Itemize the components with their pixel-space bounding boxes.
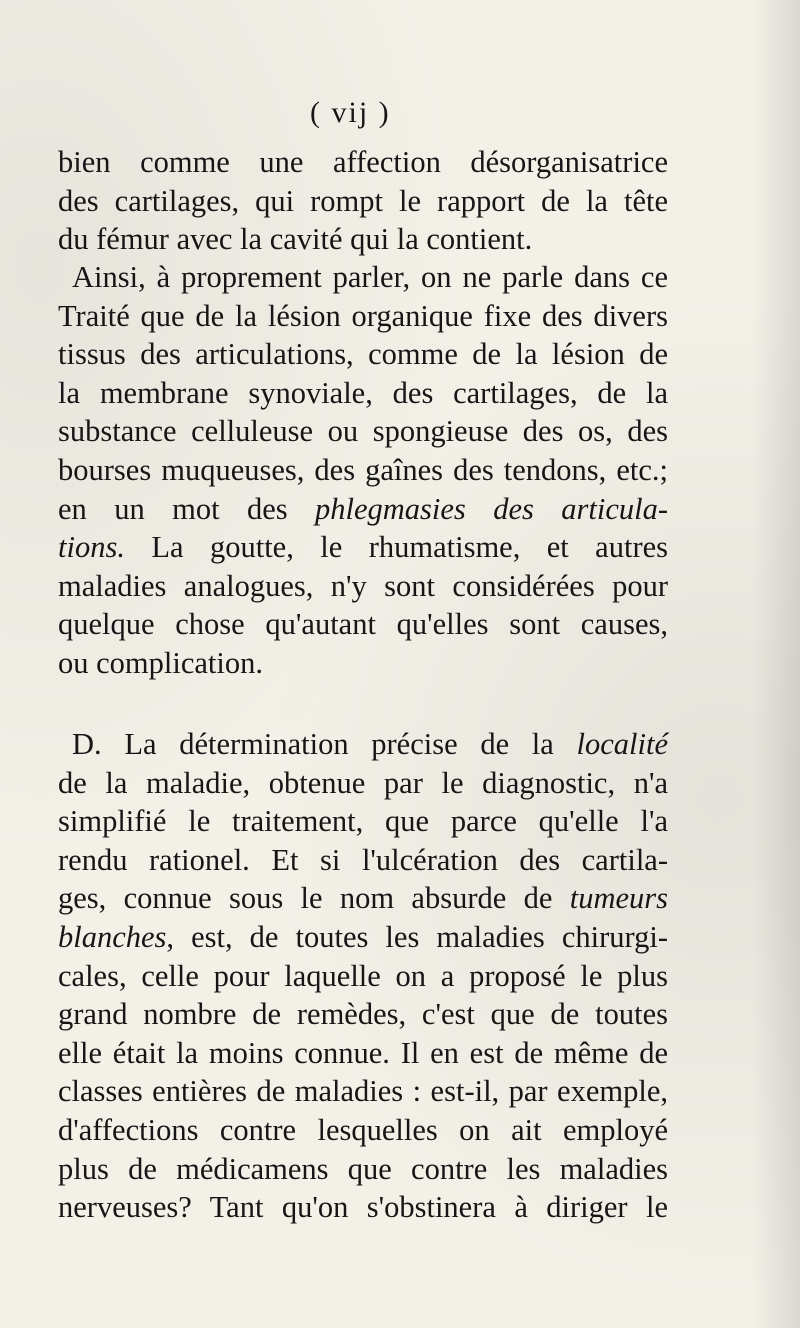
text-line: grand nombre de remèdes, c'est que de toutes	[58, 997, 668, 1032]
italic-phrase: blanches	[58, 919, 167, 954]
text-run: ges, connue sous le nom absurde de	[58, 881, 553, 916]
text-line: simplifié le traitement, que parce qu'elle l'a	[58, 804, 668, 839]
text-line: du fémur avec la cavité qui la contient.	[58, 222, 533, 257]
text-line: cales, celle pour laquelle on a proposé le plus	[58, 958, 668, 993]
italic-phrase: localité	[576, 727, 669, 761]
paragraph-3	[58, 725, 668, 1227]
text-line: elle était la moins connue. Il en est de même de	[58, 1035, 668, 1070]
text-line: substance celluleuse ou spongieuse des os, des	[58, 414, 668, 449]
italic-phrase: tumeurs	[569, 881, 669, 916]
text-line: quelque chose qu'autant qu'elles sont causes,	[58, 607, 668, 642]
text-line: maladies analogues, n'y sont considérées pour	[58, 568, 668, 603]
text-run: D. La détermination précise de la	[72, 727, 554, 761]
text-run: , est, de toutes les maladies chirurgi-	[166, 919, 668, 954]
text-line: nerveuses? Tant qu'on s'obstinera à diriger le	[58, 1190, 668, 1225]
text-line: Ainsi, à proprement parler, on ne parle dans ce	[72, 260, 668, 294]
text-line: la membrane synoviale, des cartilages, de la	[58, 375, 668, 410]
text-run: La goutte, le rhumatisme, et autres	[151, 530, 669, 565]
text-line: bourses muqueuses, des gaînes des tendons, etc.;	[58, 452, 668, 487]
text-line	[58, 879, 668, 918]
text-line	[58, 725, 668, 764]
text-line: Traité que de la lésion organique fixe des divers	[58, 298, 668, 333]
text-line	[58, 490, 668, 529]
text-line: ou complication.	[58, 645, 263, 680]
text-line: classes entières de maladies : est-il, par exemple,	[58, 1074, 668, 1109]
page-number: ( vij )	[310, 96, 391, 129]
italic-phrase: phlegmasies des articula-	[315, 491, 668, 526]
page-edge-shadow	[752, 0, 800, 1328]
text-line: de la maladie, obtenue par le diagnostic, n'a	[58, 765, 668, 800]
text-line: d'affections contre lesquelles on ait employé	[58, 1112, 668, 1147]
text-run: en un mot des	[58, 491, 288, 526]
text-line: rendu rationel. Et si l'ulcération des cartila-	[58, 842, 668, 877]
text-line	[58, 528, 668, 567]
text-line: plus de médicamens que contre les maladies	[58, 1151, 668, 1186]
paragraph-1	[58, 143, 668, 259]
paragraph-2	[58, 258, 668, 683]
italic-phrase: tions.	[58, 530, 125, 565]
text-line: des cartilages, qui rompt le rapport de la tête	[58, 183, 668, 218]
text-line	[58, 918, 668, 957]
text-line: bien comme une affection désorganisatrice	[58, 145, 668, 179]
text-line: tissus des articulations, comme de la lésion de	[58, 337, 668, 372]
